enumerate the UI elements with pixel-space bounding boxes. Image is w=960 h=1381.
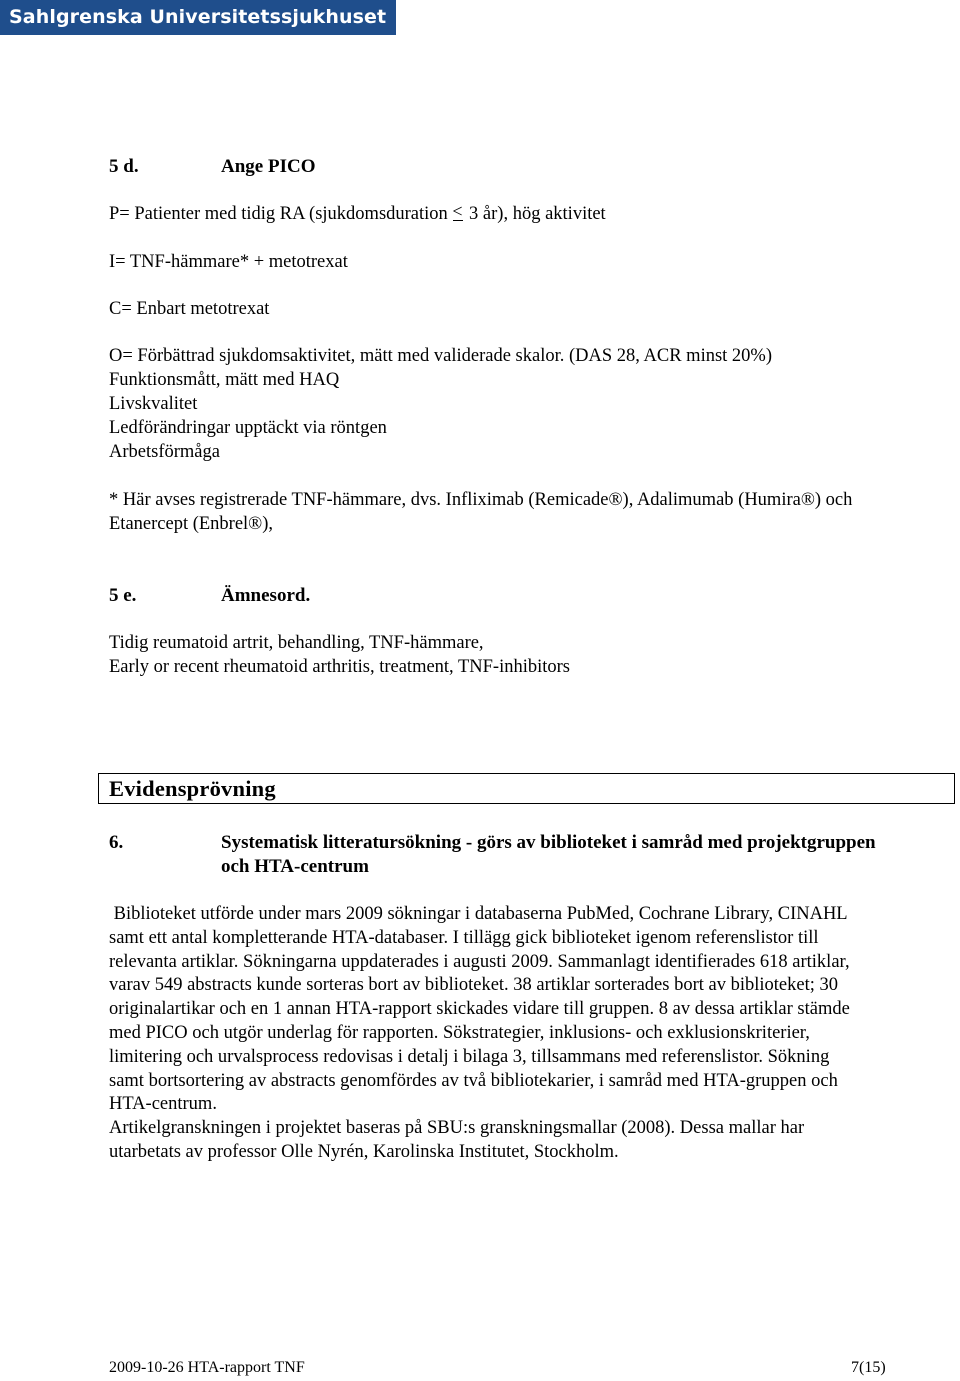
paragraph-line: med PICO och utgör underlag för rapporten. Sökstrategier, inklusions- och exklusionskriterier,: [109, 1022, 810, 1043]
pico-o-line: Livskvalitet: [109, 394, 198, 414]
hospital-banner: Sahlgrenska Universitetssjukhuset: [0, 0, 396, 35]
pico-o-line: Funktionsmått, mätt med HAQ: [109, 370, 340, 390]
tnf-note-line: * Här avses registrerade TNF-hämmare, dvs. Infliximab (Remicade®), Adalimumab (Humira®) och: [109, 490, 853, 510]
section-5d-title: Ange PICO: [221, 156, 316, 177]
evidens-heading-box: [98, 773, 955, 804]
footer-document-info: 2009-10-26 HTA-rapport TNF: [109, 1359, 305, 1376]
search-description-paragraph: [109, 903, 944, 1165]
paragraph-line: relevanta artiklar. Sökningarna uppdaterades i augusti 2009. Sammanlagt identifierades 618 artiklar,: [109, 951, 850, 972]
section-5e-title: Ämnesord.: [221, 585, 311, 606]
paragraph-line: originalartikar och en 1 annan HTA-rapport skickades vidare till gruppen. 8 av dessa artiklar stämde: [109, 999, 850, 1020]
paragraph-line: samt ett antal kompletterande HTA-databaser. I tillägg gick biblioteket igenom referenslistor till: [109, 927, 819, 948]
keywords-swedish: Tidig reumatoid artrit, behandling, TNF-hämmare,: [109, 633, 484, 653]
pico-i-line: I= TNF-hämmare* + metotrexat: [109, 252, 348, 272]
section-6-number: 6.: [109, 832, 124, 853]
paragraph-line: Biblioteket utförde under mars 2009 sökningar i databaserna PubMed, Cochrane Library, CINAHL: [109, 904, 848, 924]
keywords-english: Early or recent rheumatoid arthritis, treatment, TNF-inhibitors: [109, 657, 571, 677]
paragraph-line: limitering och urvalsprocess redovisas i detalj i bilaga 3, tillsammans med referenslistor. Sökning: [109, 1046, 830, 1067]
section-6-title: Systematisk litteratursökning - görs av biblioteket i samråd med projektgruppen: [221, 832, 876, 853]
paragraph-line: Artikelgranskningen i projektet baseras på SBU:s granskningsmallar (2008). Dessa mallar har: [109, 1118, 805, 1139]
pico-p-line: P= Patienter med tidig RA (sjukdomsduration < 3 år), hög aktivitet: [109, 202, 606, 226]
tnf-note-line: Etanercept (Enbrel®),: [109, 514, 274, 534]
paragraph-line: HTA-centrum.: [109, 1094, 217, 1115]
pico-c-line: C= Enbart metotrexat: [109, 299, 270, 319]
pico-o-line: O= Förbättrad sjukdomsaktivitet, mätt med validerade skalor. (DAS 28, ACR minst 20%): [109, 346, 772, 366]
evidens-heading: Evidensprövning: [109, 776, 276, 801]
paragraph-line: varav 549 abstracts kunde sorteras bort av biblioteket. 38 artiklar sorterades bort av biblioteket; 30: [109, 975, 838, 996]
footer-page-number: 7(15): [851, 1359, 886, 1376]
pico-o-line: Ledförändringar upptäckt via röntgen: [109, 418, 387, 438]
section-5d-number: 5 d.: [109, 156, 139, 177]
section-5e-number: 5 e.: [109, 585, 137, 606]
less-or-equal-symbol-icon: [452, 203, 464, 221]
paragraph-line: utarbetats av professor Olle Nyrén, Karolinska Institutet, Stockholm.: [109, 1141, 619, 1162]
section-6-title: och HTA-centrum: [221, 856, 369, 877]
paragraph-line: samt bortsortering av abstracts genomfördes av två bibliotekarier, i samråd med HTA-gruppen och: [109, 1070, 838, 1091]
pico-o-line: Arbetsförmåga: [109, 442, 220, 462]
